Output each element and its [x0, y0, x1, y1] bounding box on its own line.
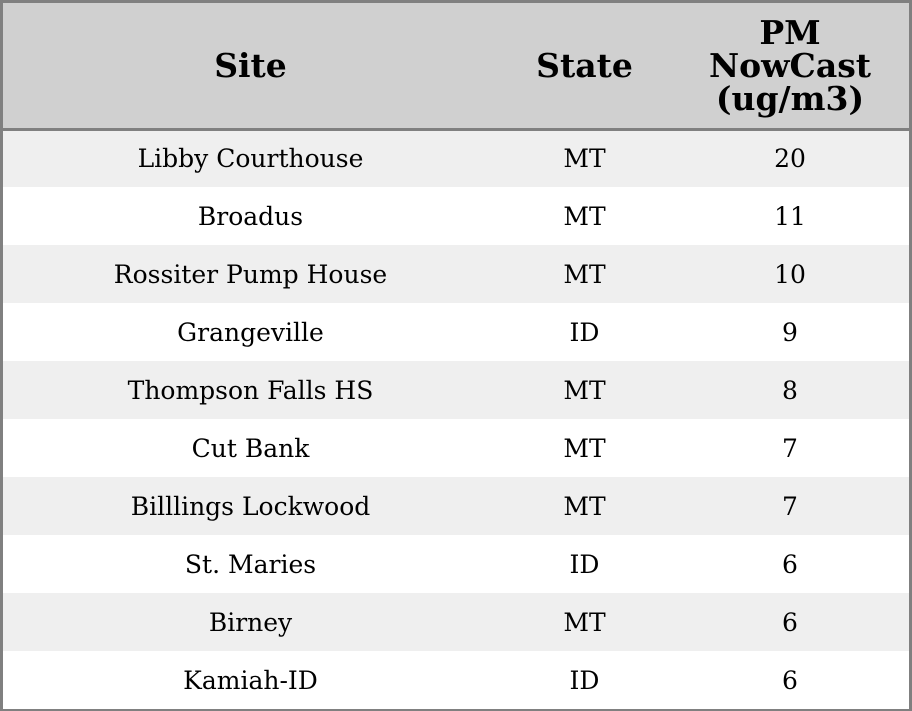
state-cell: MT — [563, 491, 606, 521]
header-pm-line-1: PM — [759, 12, 821, 52]
table-row — [3, 187, 909, 245]
pm-cell: 8 — [782, 375, 798, 405]
site-cell: Rossiter Pump House — [113, 259, 388, 289]
state-cell: MT — [563, 433, 606, 463]
site-cell: Broadus — [197, 201, 304, 231]
state-cell: MT — [563, 144, 606, 174]
site-cell: Grangeville — [177, 317, 324, 347]
state-cell: MT — [563, 259, 606, 289]
header-pm-nowcast — [671, 3, 909, 129]
pm-cell: 20 — [774, 144, 806, 174]
state-cell: MT — [563, 201, 606, 231]
site-cell: Billlings Lockwood — [130, 491, 371, 521]
pm-cell: 6 — [782, 607, 798, 637]
header-pm-line-2: NowCast — [708, 45, 872, 85]
table-row — [3, 477, 909, 535]
header-pm-line-3: (ug/m3) — [715, 78, 865, 118]
table-row — [3, 593, 909, 651]
table-row — [3, 303, 909, 361]
site-cell: Cut Bank — [191, 433, 310, 463]
header-row — [3, 3, 909, 129]
state-cell: ID — [569, 549, 600, 579]
table-row — [3, 419, 909, 477]
site-cell: Birney — [208, 607, 293, 637]
pm-cell: 6 — [782, 549, 798, 579]
state-cell: ID — [569, 317, 600, 347]
pm-cell: 11 — [774, 201, 806, 231]
table-row — [3, 535, 909, 593]
table-row — [3, 245, 909, 303]
pm-cell: 10 — [774, 259, 806, 289]
pm-nowcast-table — [3, 3, 909, 709]
pm-cell: 6 — [782, 665, 798, 695]
pm-cell: 7 — [782, 433, 798, 463]
table-header — [3, 3, 909, 129]
table-row — [3, 361, 909, 419]
pm-cell: 9 — [782, 317, 798, 347]
table-row — [3, 129, 909, 187]
state-cell: MT — [563, 375, 606, 405]
site-cell: Kamiah-ID — [183, 665, 318, 695]
header-site: Site — [3, 3, 498, 129]
header-state: State — [498, 3, 671, 129]
pm-cell: 7 — [782, 491, 798, 521]
state-cell: MT — [563, 607, 606, 637]
site-cell: Libby Courthouse — [137, 144, 364, 174]
table-body — [3, 129, 909, 709]
site-cell: St. Maries — [184, 549, 317, 579]
table-row — [3, 651, 909, 709]
state-cell: ID — [569, 665, 600, 695]
site-cell: Thompson Falls HS — [127, 375, 374, 405]
